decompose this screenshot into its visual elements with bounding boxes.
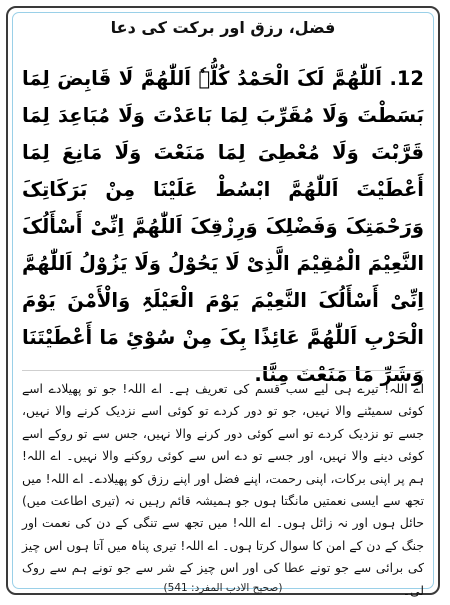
arabic-dua-text: [22, 60, 424, 393]
dua-title: فضل، رزق اور برکت کی دعا: [110, 18, 336, 37]
hadith-reference: (صحیح الادب المفرد: 541): [163, 582, 283, 594]
urdu-translation: اے اللہ! تیرے ہی لیے سب قسم کی تعریف ہے۔ اے اللہ! جو تو پھیلادے اسے کوئی سمیٹنے والا نہیں، جو تو دور کردے تو کوئی اسے نزدیک کرنے والا نہیں، جسے تو نزدیک کردے تو اسے کوئی دور کرنے والا نہیں، جس سے تو روکے اسے کوئی دینے والا نہیں، اور جسے تو دے اس سے کوئی روکنے والا نہیں۔ اے اللہ! ہم پر اپنی برکات، اپنی رحمت، اپنے فضل اور اپنے رزق کو پھیلادے۔ اے اللہ! میں تجھ سے ایسی نعمتیں مانگتا ہوں جو ہمیشہ قائم رہیں نہ (تیری اطاعت میں) حائل ہوں اور نہ زائل ہوں۔ اے اللہ! میں تجھ سے تنگی کے دن کی نعمت اور جنگ کے دن کے امن کا سوال کرتا ہوں۔ اے اللہ! تیری پناہ میں آتا ہوں اس چیز کی برائی سے جو تونے عطا کی اور اس چیز کے شر سے جو تونے ہم سے روک لی۔: [22, 382, 424, 598]
divider: [22, 370, 424, 371]
dua-number: 12.: [389, 67, 424, 90]
arabic-dua-body: اَللّٰھُمَّ لَکَ الْحَمْدُ کُلُّہٗ اَللّٰھُمَّ لَا قَابِضَ لِمَا بَسَطْتَ وَلَا مُقَرِّبَ لِمَا بَاعَدْتَ وَلَا مُبَاعِدَ لِمَا قَرَّبْتَ وَلَا مُعْطِیَ لِمَا مَنَعْتَ وَلَا مَانِعَ لِمَا أَعْطَیْتَ اَللّٰھُمَّ ابْسُطْ عَلَیْنَا مِنْ بَرَکَاتِکَ وَرَحْمَتِکَ وَفَضْلِکَ وَرِزْقِکَ اَللّٰھُمَّ اِنِّیْ أَسْأَلُکَ النَّعِیْمَ الْمُقِیْمَ الَّذِیْ لَا یَحُوْلُ وَلَا یَزُوْلُ اَللّٰھُمَّ اِنِّیْ أَسْأَلُکَ النَّعِیْمَ یَوْمَ الْعَیْلَۃِ وَالْأَمْنَ یَوْمَ الْحَرْبِ اَللّٰھُمَّ عَائِذًا بِکَ مِنْ سُوْئِ مَا أَعْطَیْتَنَا وَشَرِّ مَا مَنَعْتَ مِنَّا.: [22, 67, 424, 386]
card-frame: [6, 6, 440, 598]
